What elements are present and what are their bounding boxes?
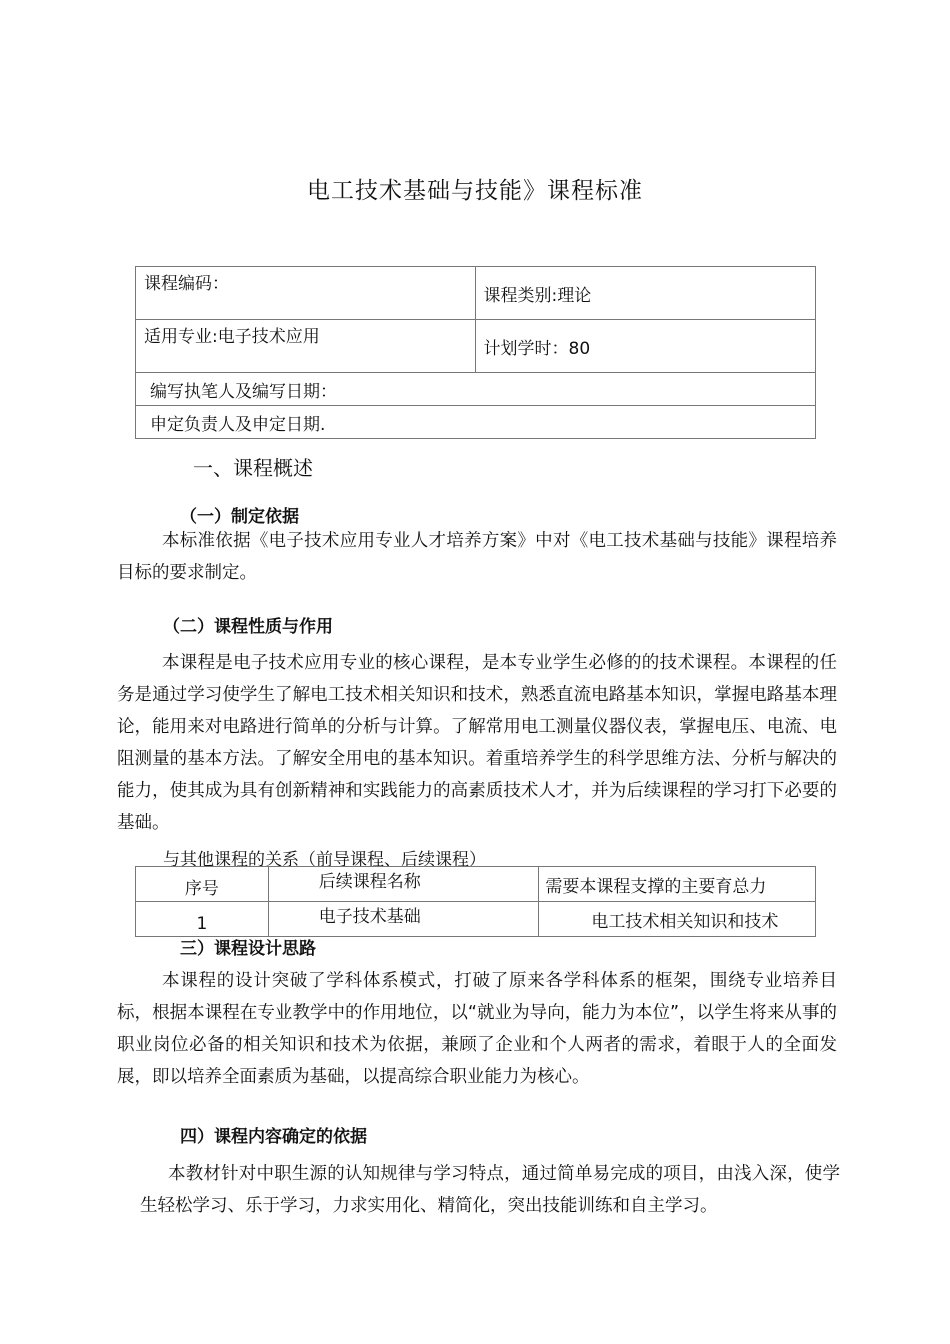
major-cell: 适用专业:电子技术应用 xyxy=(136,320,476,373)
subsection-heading-content-basis: 四）课程内容确定的依据 xyxy=(180,1127,367,1147)
reviewer-cell: 申定负责人及申定日期. xyxy=(136,406,816,439)
course-info-table xyxy=(135,266,816,439)
cell-index: 1 xyxy=(136,902,269,937)
header-course-name: 后续课程名称 xyxy=(268,867,539,902)
relation-caption: 与其他课程的关系（前导课程、后续课程） xyxy=(163,850,486,870)
cell-course-name: 电子技术基础 xyxy=(268,902,539,937)
subsection-heading-design: 三）课程设计思路 xyxy=(180,939,316,959)
page-title: 电工技术基础与技能》课程标准 xyxy=(307,178,643,204)
hours-cell: 计划学时：80 xyxy=(475,320,816,373)
course-code-cell: 课程编码： xyxy=(136,267,476,320)
course-type-cell: 课程类别:理论 xyxy=(475,267,816,320)
nature-paragraph: 本课程是电子技术应用专业的核心课程，是本专业学生必修的的技术课程。本课程的任务是通过学习使学生了解电工技术相关知识和技术，熟悉直流电路基本知识，掌握电路基本理论，能用来对电路进行简单的分析与计算。了解常用电工测量仪器仪表，掌握电压、电流、电阻测量的基本方法。了解安全用电的基本知识。着重培养学生的科学思维方法、分析与解决的能力，使其成为具有创新精神和实践能力的高素质技术人才，并为后续课程的学习打下必要的基础。 xyxy=(117,653,837,833)
header-ability: 需要本课程支撑的主要育总力 xyxy=(539,867,816,902)
subsection-heading-basis: （一）制定依据 xyxy=(180,507,299,527)
section-heading-overview: 一、课程概述 xyxy=(193,456,313,480)
relation-header-row xyxy=(136,867,816,902)
design-paragraph: 本课程的设计突破了学科体系模式，打破了原来各学科体系的框架，围绕专业培养目标，根据本课程在专业教学中的作用地位，以“就业为导向，能力为本位”，以学生将来从事的职业岗位必备的相关知识和技术为依据，兼顾了企业和个人两者的需求，着眼于人的全面发展，即以培养全面素质为基础，以提高综合职业能力为核心。 xyxy=(117,971,837,1087)
cell-ability: 电工技术相关知识和技术 xyxy=(539,902,816,937)
subsection-heading-nature: （二）课程性质与作用 xyxy=(163,617,333,637)
writer-cell: 编写执笔人及编写日期： xyxy=(136,373,816,406)
header-index: 序号 xyxy=(136,867,269,902)
basis-paragraph: 本标准依据《电子技术应用专业人才培养方案》中对《电工技术基础与技能》课程培养目标的要求制定。 xyxy=(117,531,837,583)
table-row xyxy=(136,902,816,937)
course-relation-table xyxy=(135,866,816,937)
content-basis-paragraph: 本教材针对中职生源的认知规律与学习特点，通过简单易完成的项目，由浅入深，使学生轻松学习、乐于学习，力求实用化、精简化，突出技能训练和自主学习。 xyxy=(140,1164,840,1216)
